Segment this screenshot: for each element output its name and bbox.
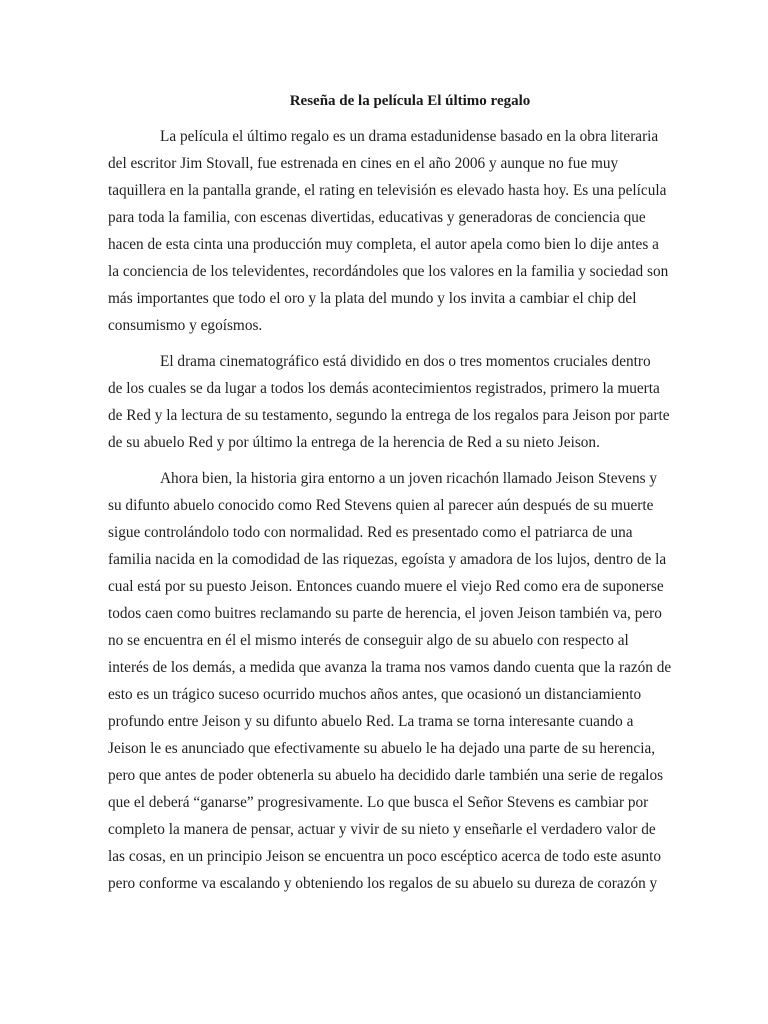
text-line: más importantes que todo el oro y la plata del mundo y los invita a cambiar el chip del — [108, 290, 637, 307]
text-line: de Red y la lectura de su testamento, segundo la entrega de los regalos para Jeison por parte — [108, 407, 670, 424]
text-line: Ahora bien, la historia gira entorno a un joven ricachón llamado Jeison Stevens y — [160, 470, 658, 487]
text-line: familia nacida en la comodidad de las riquezas, egoísta y amadora de los lujos, dentro de la — [108, 551, 667, 568]
text-line: su difunto abuelo conocido como Red Stevens quien al parecer aún después de su muerte — [108, 497, 654, 514]
text-line: cual está por su puesto Jeison. Entonces cuando muere el viejo Red como era de suponerse — [108, 578, 664, 595]
text-line: todos caen como buitres reclamando su parte de herencia, el joven Jeison también va, pero — [108, 605, 662, 622]
text-line: consumismo y egoísmos. — [108, 317, 263, 334]
text-line: de su abuelo Red y por último la entrega de la herencia de Red a su nieto Jeison. — [108, 434, 600, 451]
text-line: completo la manera de pensar, actuar y vivir de su nieto y enseñarle el verdadero valor de — [108, 821, 656, 838]
text-line: taquillera en la pantalla grande, el rating en televisión es elevado hasta hoy. Es una película — [108, 182, 667, 199]
document-title: Reseña de la película El último regalo — [289, 93, 531, 109]
text-line: de los cuales se da lugar a todos los demás acontecimientos registrados, primero la muerta — [108, 380, 660, 397]
text-line: profundo entre Jeison y su difunto abuelo Red. La trama se torna interesante cuando a — [108, 713, 634, 730]
text-line: El drama cinematográfico está dividido en dos o tres momentos cruciales dentro — [160, 353, 651, 370]
text-line: para toda la familia, con escenas divertidas, educativas y generadoras de conciencia que — [108, 209, 646, 226]
text-line: pero conforme va escalando y obteniendo los regalos de su abuelo su dureza de corazón y — [108, 875, 658, 892]
text-line: las cosas, en un principio Jeison se encuentra un poco escéptico acerca de todo este asunto — [108, 848, 662, 865]
text-line: La película el último regalo es un drama estadunidense basado en la obra literaria — [160, 128, 659, 145]
text-line: Jeison le es anunciado que efectivamente su abuelo le ha dejado una parte de su herencia, — [108, 740, 656, 757]
text-line: que el deberá “ganarse” progresivamente. Lo que busca el Señor Stevens es cambiar por — [108, 794, 649, 811]
text-line: la conciencia de los televidentes, recordándoles que los valores en la familia y sociedad son — [108, 263, 669, 280]
text-line: no se encuentra en él el mismo interés de conseguir algo de su abuelo con respecto al — [108, 632, 629, 649]
text-line: del escritor Jim Stovall, fue estrenada en cines en el año 2006 y aunque no fue muy — [108, 155, 619, 172]
text-line: hacen de esta cinta una producción muy completa, el autor apela como bien lo dije antes a — [108, 236, 659, 253]
text-line: interés de los demás, a medida que avanza la trama nos vamos dando cuenta que la razón de — [108, 659, 672, 676]
text-line: sigue controlándolo todo con normalidad. Red es presentado como el patriarca de una — [108, 524, 633, 541]
text-line: esto es un trágico suceso ocurrido muchos años antes, que ocasionó un distanciamiento — [108, 686, 642, 703]
text-line: pero que antes de poder obtenerla su abuelo ha decidido darle también una serie de regalos — [108, 767, 664, 784]
